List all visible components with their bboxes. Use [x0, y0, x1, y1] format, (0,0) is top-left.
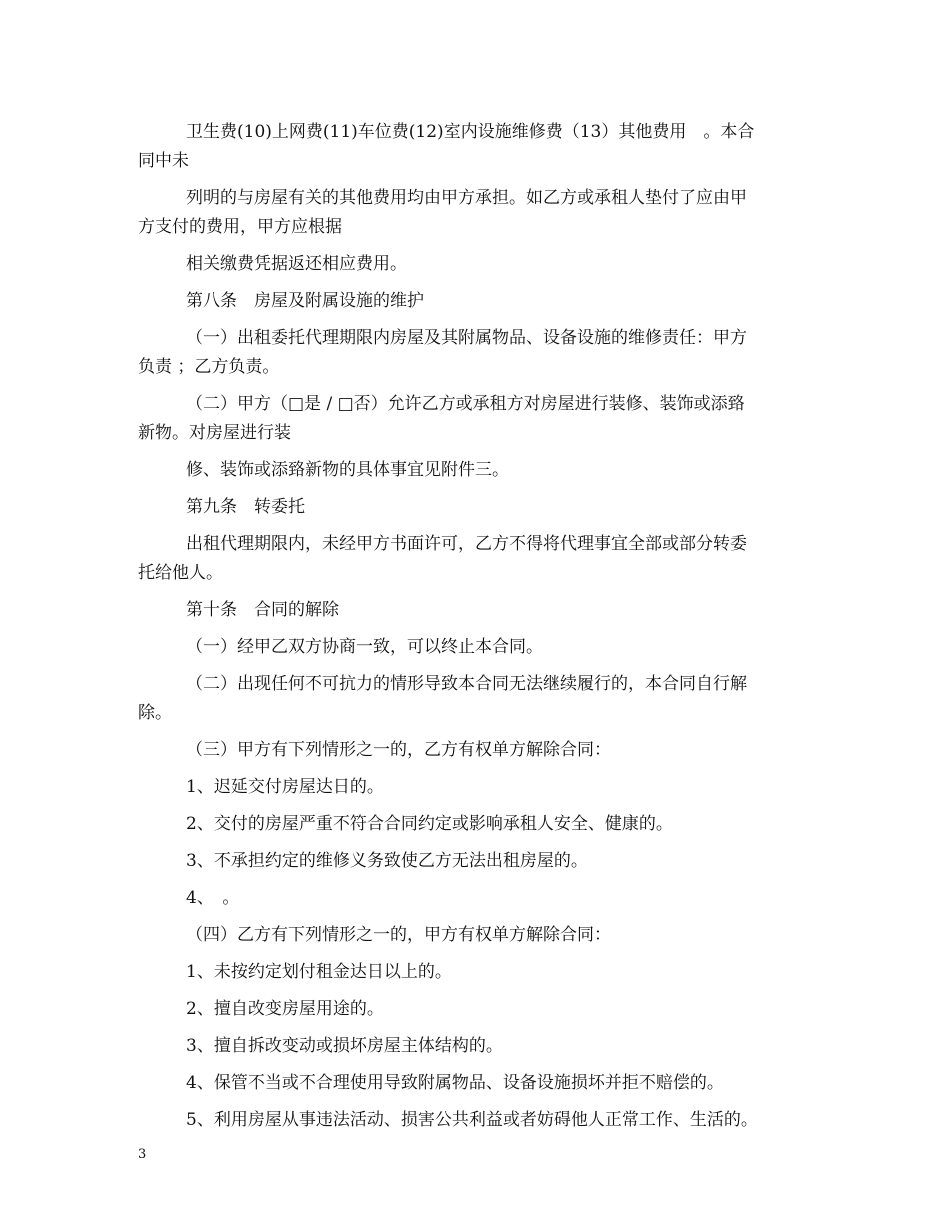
list-item: 4、保管不当或不合理使用导致附属物品、设备设施损坏并拒不赔偿的。	[186, 1073, 724, 1093]
list-item: 1、未按约定划付租金达日以上的。	[186, 962, 452, 982]
paragraph-line: （四）乙方有下列情形之一的，甲方有权单方解除合同：	[186, 925, 611, 945]
paragraph-line: （一）出租委托代理期限内房屋及其附属物品、设备设施的维修责任：甲方	[186, 328, 747, 348]
paragraph-line: （二）甲方（□是 / □否）允许乙方或承租方对房屋进行装修、装饰或添臵	[186, 394, 745, 414]
paragraph-line: 同中未	[138, 151, 189, 171]
paragraph-line: 方支付的费用，甲方应根据	[138, 217, 342, 237]
paragraph-line: 除。	[138, 703, 172, 723]
paragraph-line: 卫生费(10)上网费(11)车位费(12)室内设施维修费（13）其他费用 。本合	[186, 122, 755, 142]
paragraph-line: 相关缴费凭据返还相应费用。	[186, 254, 407, 274]
page-number: 3	[138, 1147, 147, 1162]
list-item: 1、迟延交付房屋达日的。	[186, 777, 384, 797]
paragraph-line: 出租代理期限内，未经甲方书面许可，乙方不得将代理事宜全部或部分转委	[186, 534, 747, 554]
section-heading: 第十条 合同的解除	[186, 600, 339, 620]
list-item: 5、利用房屋从事违法活动、损害公共利益或者妨碍他人正常工作、生活的。	[186, 1110, 758, 1130]
list-item: 2、交付的房屋严重不符合合同约定或影响承租人安全、健康的。	[186, 814, 673, 834]
list-item: 2、擅自改变房屋用途的。	[186, 999, 384, 1019]
paragraph-line: （三）甲方有下列情形之一的，乙方有权单方解除合同：	[186, 740, 611, 760]
paragraph-line: 修、装饰或添臵新物的具体事宜见附件三。	[186, 460, 509, 480]
section-heading: 第八条 房屋及附属设施的维护	[186, 291, 424, 311]
document-body	[138, 118, 814, 1135]
paragraph-line: 负责 ；乙方负责。	[138, 357, 280, 377]
paragraph-line: 列明的与房屋有关的其他费用均由甲方承担。如乙方或承租人垫付了应由甲	[186, 188, 747, 208]
paragraph-line: （二）出现任何不可抗力的情形导致本合同无法继续履行的，本合同自行解	[186, 674, 747, 694]
list-item: 3、擅自拆改变动或损坏房屋主体结构的。	[186, 1036, 503, 1056]
list-item: 4、 。	[186, 888, 240, 908]
paragraph-line: 托给他人。	[138, 563, 223, 583]
section-heading: 第九条 转委托	[186, 497, 305, 517]
paragraph-line: 新物。对房屋进行装	[138, 423, 291, 443]
paragraph-line: （一）经甲乙双方协商一致，可以终止本合同。	[186, 637, 543, 657]
list-item: 3、不承担约定的维修义务致使乙方无法出租房屋的。	[186, 851, 588, 871]
